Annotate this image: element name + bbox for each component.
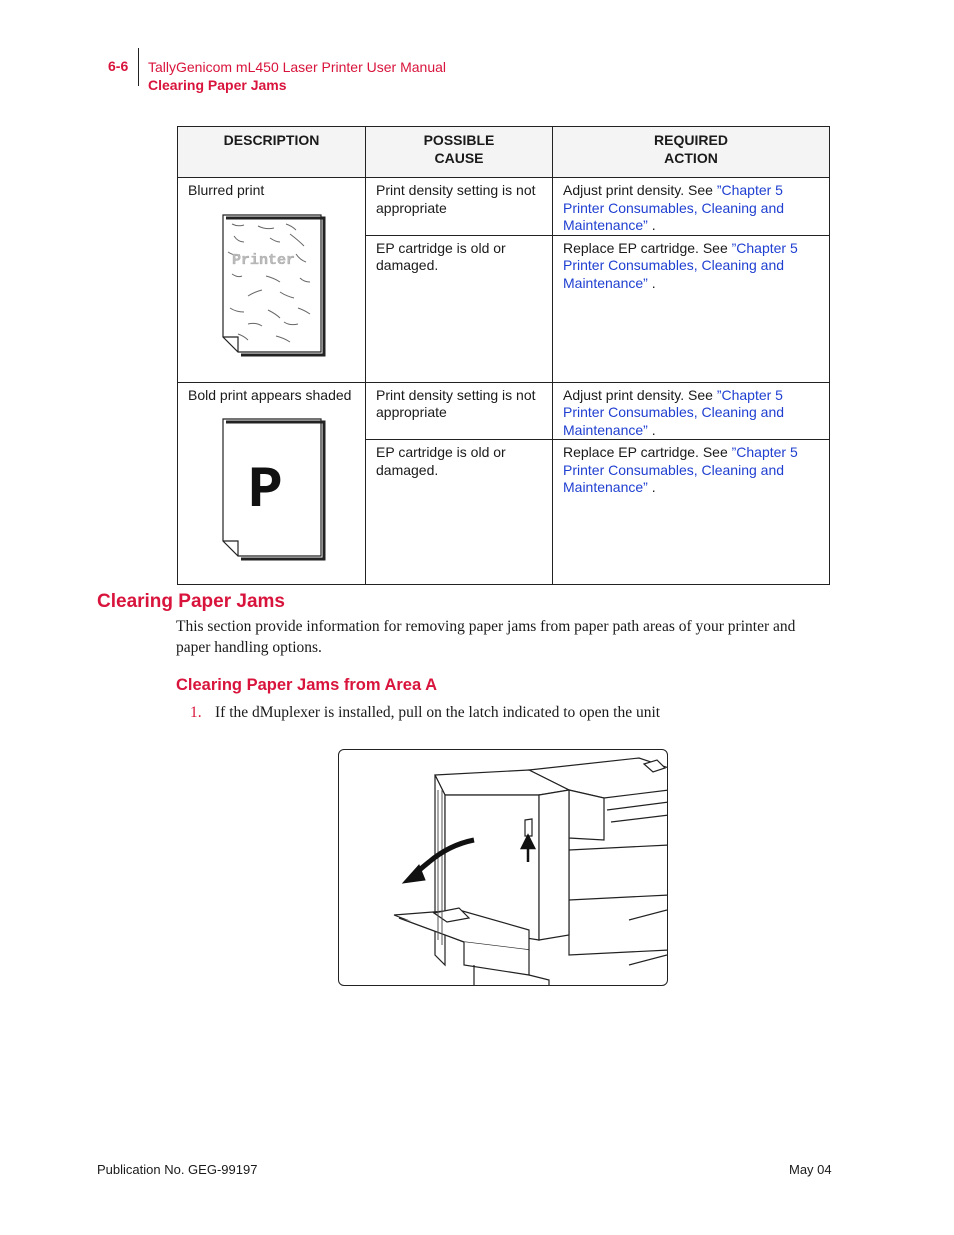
shaded-bold-print-sample-illustration — [218, 416, 328, 562]
action-suffix: . — [647, 274, 656, 291]
chapter-5-link[interactable]: ”Chapter 5 Printer Consumables, Cleaning and Maintenance” — [563, 239, 798, 291]
step-number: 1. — [190, 704, 202, 721]
cause-cell: Print density setting is not appropriate — [366, 178, 553, 236]
cause-cell: EP cartridge is old or damaged. — [366, 440, 553, 585]
chapter-5-link[interactable]: ”Chapter 5 Printer Consumables, Cleaning and Maintenance” — [563, 444, 798, 495]
troubleshooting-table — [177, 126, 830, 585]
section-intro-paragraph: This section provide information for removing paper jams from paper path areas of your printer and paper handling options. — [176, 618, 796, 656]
table-row — [178, 382, 830, 440]
shaded-sample-letter: P — [248, 459, 283, 524]
cause-cell: EP cartridge is old or damaged. — [366, 235, 553, 382]
column-header-description: DESCRIPTION — [178, 127, 366, 178]
table-header-row — [178, 127, 830, 178]
publication-number: Publication No. GEG-99197 — [97, 1162, 258, 1177]
description-text: Blurred print — [188, 182, 265, 198]
action-suffix: . — [647, 217, 656, 233]
action-text: Replace EP cartridge. See — [563, 444, 732, 460]
publication-date: May 04 — [789, 1162, 832, 1177]
printer-duplexer-illustration — [338, 749, 668, 986]
chapter-5-link[interactable]: ”Chapter 5 Printer Consumables, Cleaning and Maintenance” — [563, 182, 785, 233]
chapter-5-link[interactable]: ”Chapter 5 Printer Consumables, Cleaning and Maintenance” — [563, 386, 785, 438]
description-cell — [178, 178, 366, 383]
header-divider — [138, 48, 139, 86]
header-section-title: Clearing Paper Jams — [148, 77, 287, 93]
step-item — [190, 704, 660, 722]
blurred-print-sample-illustration — [218, 212, 328, 358]
action-suffix: . — [647, 479, 656, 495]
subsection-heading: Clearing Paper Jams from Area A — [176, 676, 438, 694]
cause-cell: Print density setting is not appropriate — [366, 382, 553, 440]
column-header-possible-cause: POSSIBLE CAUSE — [366, 127, 553, 178]
action-text: Adjust print density. See — [563, 386, 717, 403]
action-suffix: . — [647, 421, 656, 438]
table-row — [178, 178, 830, 236]
action-cell — [553, 382, 830, 440]
printer-drawing — [339, 750, 668, 986]
section-heading: Clearing Paper Jams — [97, 591, 285, 612]
description-text: Bold print appears shaded — [188, 386, 352, 403]
action-cell — [553, 235, 830, 382]
action-cell — [553, 178, 830, 236]
page-number: 6-6 — [108, 58, 129, 74]
blurred-sample-text: Printer — [232, 251, 296, 269]
action-cell — [553, 440, 830, 585]
step-text: If the dMuplexer is installed, pull on the latch indicated to open the unit — [215, 704, 661, 721]
manual-title: TallyGenicom mL450 Laser Printer User Manual — [148, 59, 447, 75]
action-text: Replace EP cartridge. See — [563, 239, 732, 256]
column-header-required-action: REQUIRED ACTION — [553, 127, 830, 178]
action-text: Adjust print density. See — [563, 182, 717, 198]
description-cell — [178, 382, 366, 585]
